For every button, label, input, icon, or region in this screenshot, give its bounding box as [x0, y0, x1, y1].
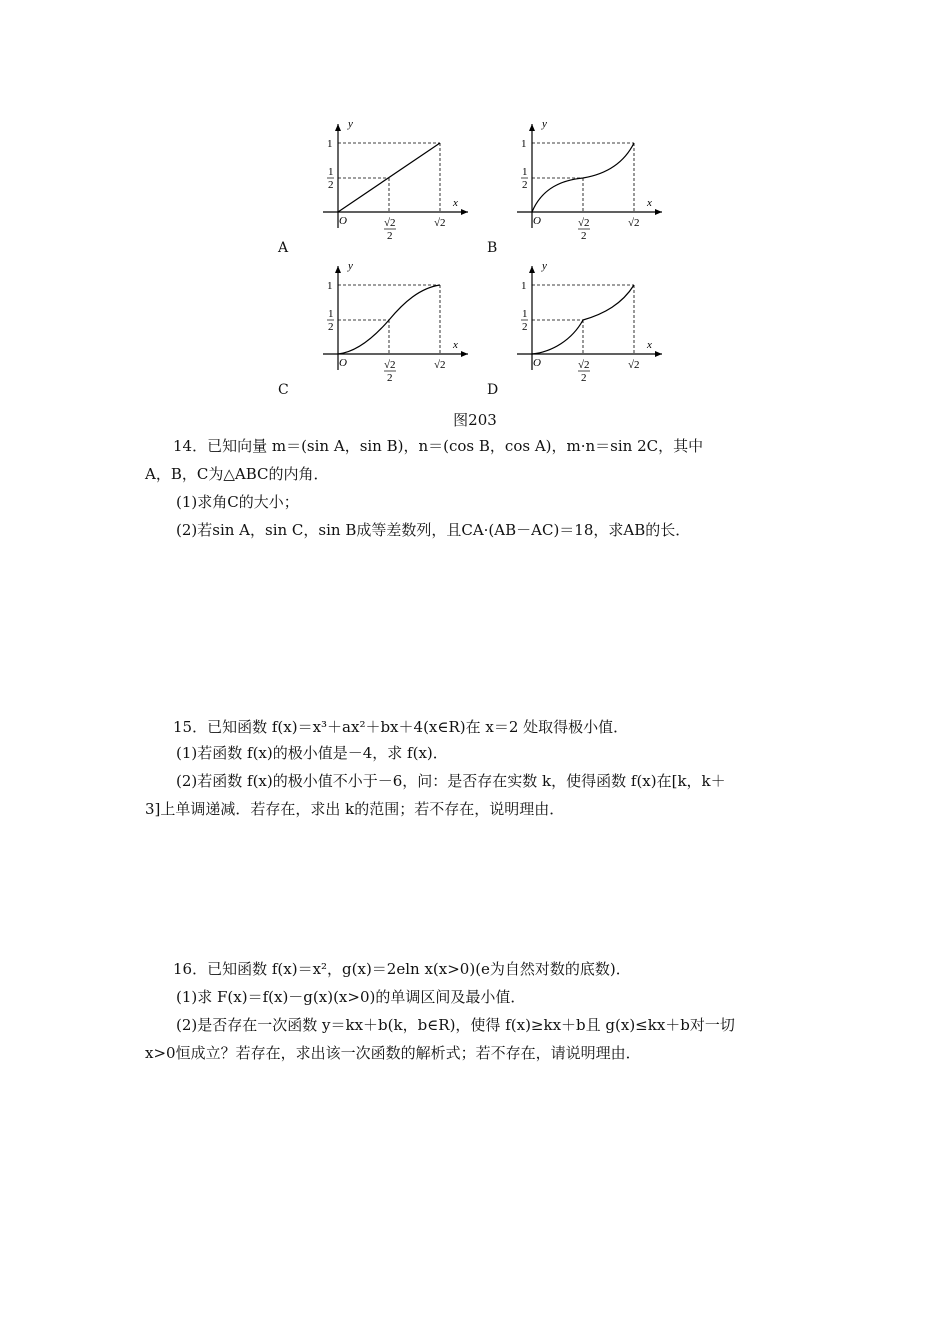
problem-16-part-2: (2)是否存在一次函数 y＝kx＋b(k，b∈R)，使得 f(x)≥kx＋b且 g(x)≤kx＋b对一切: [176, 1016, 735, 1034]
figure-caption: 图203: [453, 411, 497, 429]
problem-14-part-2: (2)若sin A，sin C，sin B成等差数列，且CA·(AB－AC)＝18，求AB的长．: [176, 521, 691, 539]
svg-text:√2: √2: [434, 359, 446, 371]
y-arrow: [335, 124, 341, 131]
svg-text:2: 2: [581, 230, 587, 242]
problem-15-part-2-cont: 3]上单调递减．若存在，求出 k的范围；若不存在，说明理由．: [145, 800, 565, 818]
svg-text:1: 1: [328, 308, 334, 320]
problem-16-part-1: (1)求 F(x)＝f(x)－g(x)(x>0)的单调区间及最小值．: [176, 988, 526, 1006]
svg-text:y: y: [542, 260, 547, 272]
axes: [323, 124, 468, 228]
svg-text:1: 1: [521, 138, 527, 150]
svg-text:y: y: [542, 118, 547, 130]
svg-text:1: 1: [522, 166, 528, 178]
svg-text:O: O: [533, 215, 541, 227]
svg-text:2: 2: [581, 372, 587, 384]
graph-c-svg: [318, 260, 478, 385]
option-label-d: D: [487, 382, 499, 398]
graph-b-svg: [512, 118, 672, 243]
problem-15-part-1: (1)若函数 f(x)的极小值是－4，求 f(x)．: [176, 744, 448, 762]
svg-text:√2: √2: [628, 359, 640, 371]
svg-text:x: x: [453, 339, 458, 351]
curve: [338, 143, 440, 212]
x-axis-label: x: [453, 197, 458, 209]
graph-d-svg: [512, 260, 672, 385]
graph-option-c: [318, 260, 478, 385]
y-axis-label: y: [348, 118, 353, 130]
svg-text:2: 2: [522, 321, 528, 333]
graph-option-b: [512, 118, 672, 243]
option-label-b: B: [487, 240, 498, 256]
curve: [532, 285, 634, 354]
svg-text:2: 2: [328, 179, 334, 191]
svg-text:2: 2: [387, 372, 393, 384]
svg-text:1: 1: [328, 166, 334, 178]
problem-15-part-2: (2)若函数 f(x)的极小值不小于－6，问：是否存在实数 k，使得函数 f(x)在[k，k＋: [176, 772, 726, 790]
tick-x-full: √2: [434, 217, 446, 229]
problem-16-line-1: 16．已知函数 f(x)＝x²，g(x)＝2eln x(x>0)(e为自然对数的底数)．: [173, 960, 631, 978]
svg-text:1: 1: [522, 308, 528, 320]
problem-14-line-2: A，B，C为△ABC的内角．: [145, 465, 329, 483]
curve: [338, 285, 440, 354]
svg-text:√2: √2: [384, 359, 396, 371]
svg-text:√2: √2: [578, 359, 590, 371]
svg-text:O: O: [339, 357, 347, 369]
x-arrow: [461, 209, 468, 215]
origin-label: O: [339, 215, 347, 227]
svg-text:O: O: [533, 357, 541, 369]
problem-14-line-1: 14．已知向量 m＝(sin A，sin B)，n＝(cos B，cos A)，m·n＝sin 2C，其中: [173, 437, 704, 455]
svg-text:√2: √2: [578, 217, 590, 229]
svg-text:x: x: [647, 197, 652, 209]
problem-14-part-1: (1)求角C的大小；: [176, 493, 299, 511]
graph-a-svg: [318, 118, 478, 243]
svg-text:1: 1: [521, 280, 527, 292]
curve: [532, 143, 634, 212]
svg-text:2: 2: [387, 230, 393, 242]
tick-y-one: 1: [327, 138, 333, 150]
svg-text:x: x: [647, 339, 652, 351]
svg-text:√2: √2: [384, 217, 396, 229]
option-label-a: A: [278, 240, 289, 256]
problem-16-part-2-cont: x>0恒成立？若存在，求出该一次函数的解析式；若不存在，请说明理由．: [145, 1044, 641, 1062]
svg-text:y: y: [348, 260, 353, 272]
svg-text:1: 1: [327, 280, 333, 292]
graph-option-d: [512, 260, 672, 385]
svg-text:2: 2: [522, 179, 528, 191]
graph-option-a: [318, 118, 478, 243]
svg-text:√2: √2: [628, 217, 640, 229]
problem-15-line-1: 15．已知函数 f(x)＝x³＋ax²＋bx＋4(x∈R)在 x＝2 处取得极小值．: [173, 718, 629, 736]
option-label-c: C: [278, 382, 289, 398]
svg-text:2: 2: [328, 321, 334, 333]
